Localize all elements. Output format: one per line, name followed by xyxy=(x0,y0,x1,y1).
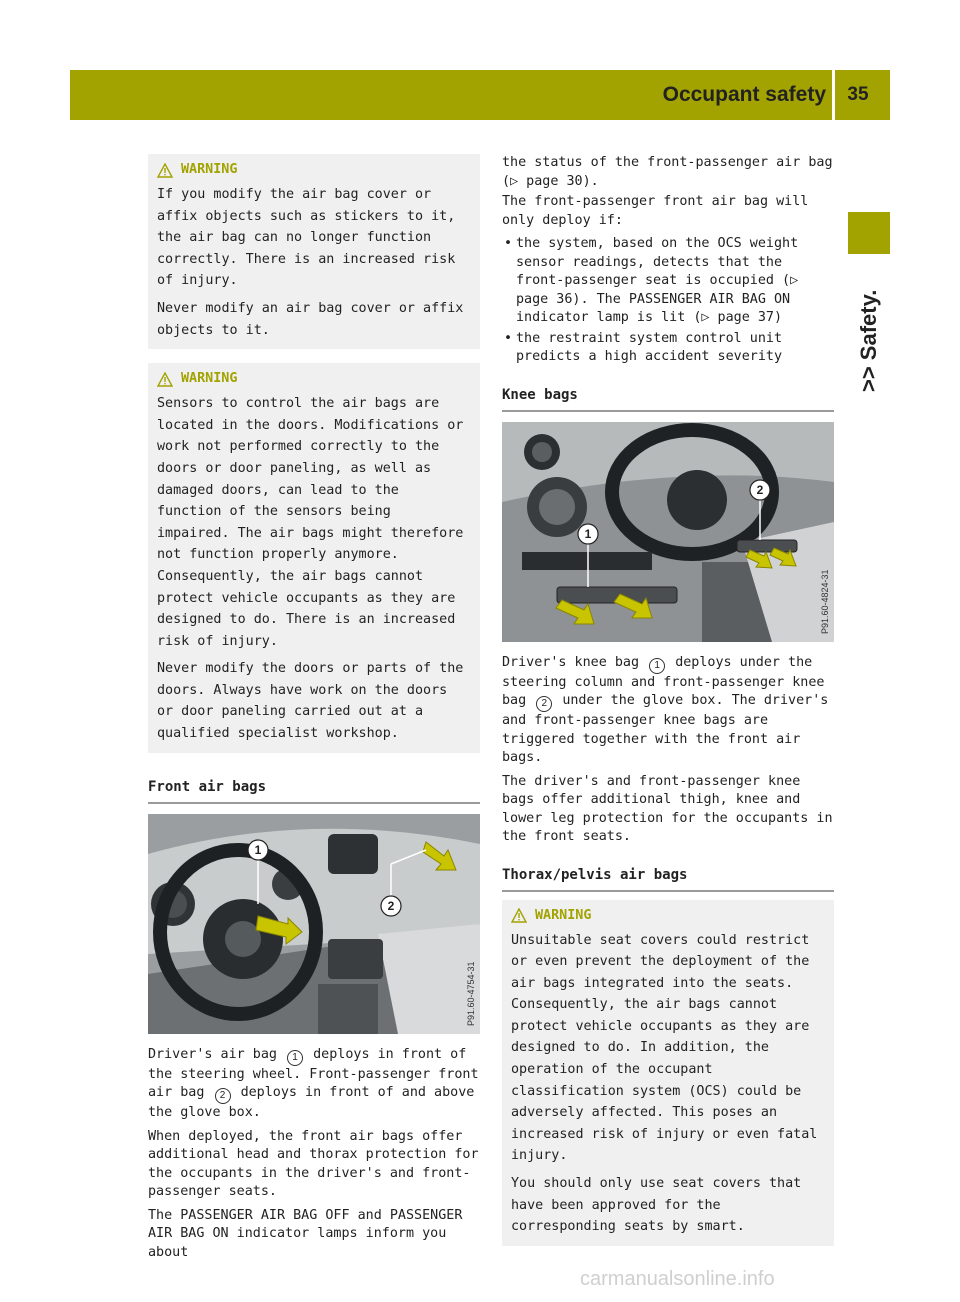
paragraph: The front-passenger front air bag will only deploy if: xyxy=(502,194,809,228)
dashboard-illustration xyxy=(148,814,480,1034)
figure-callout: 1 xyxy=(254,842,262,857)
figure-callout: 2 xyxy=(387,898,395,913)
warning-text: Unsuitable seat covers could restrict or even prevent the deployment of the air bags integrated into the seats. Consequently, the air bags cannot protect vehicle occupants as they are designed to do. In addition, the operation of the occupant classification system (OCS) could be adversely affected. This poses an increased risk of injury or even fatal injury. xyxy=(511,932,818,1164)
warning-text: If you modify the air bag cover or affix objects such as stickers to it, the air bag can no longer function correctly. There is an increased risk of injury. xyxy=(157,187,456,289)
paragraph: The driver's and front-passenger knee bags offer additional thigh, knee and lower leg protection for the occupants in the front seats. xyxy=(502,773,833,844)
warning-triangle-icon xyxy=(511,908,527,923)
left-column xyxy=(148,154,480,1267)
front-airbags-figure xyxy=(148,814,480,1034)
list-item: • the restraint system control unit predicts a high accident severity xyxy=(502,330,834,367)
knee-bags-figure xyxy=(502,422,834,642)
paragraph: The PASSENGER AIR BAG OFF and PASSENGER AIR BAG ON indicator lamps inform you about xyxy=(148,1207,463,1260)
warning-heading: WARNING xyxy=(157,160,471,180)
front-airbags-text xyxy=(148,1046,480,1263)
figure-callout: 1 xyxy=(584,526,592,541)
page-number: 35 xyxy=(847,84,869,105)
callout-2: 2 xyxy=(536,696,552,712)
right-intro-text xyxy=(502,154,834,367)
condition-list xyxy=(502,235,834,367)
warning-box-airbag-cover xyxy=(148,154,480,349)
section-heading-front-air-bags: Front air bags xyxy=(148,777,480,804)
figure-code: P91.60-4824-31 xyxy=(820,568,830,634)
warning-box-door-sensors xyxy=(148,363,480,753)
header-divider xyxy=(832,70,835,120)
paragraph: Driver's air bag 1 deploys in front of the steering wheel. Front-passenger front air bag 2 deploys in front of and above the glove box. xyxy=(148,1046,479,1121)
warning-heading: WARNING xyxy=(511,906,825,926)
warning-text: Never modify an air bag cover or affix objects to it. xyxy=(157,300,464,338)
warning-box-seat-covers xyxy=(502,900,834,1246)
knee-bag-illustration xyxy=(502,422,834,642)
warning-triangle-icon xyxy=(157,163,173,178)
paragraph: When deployed, the front air bags offer additional head and thorax protection for the occupants in the driver's and front-passenger seats. xyxy=(148,1128,479,1200)
paragraph: the status of the front-passenger air bag (▷ page 30). xyxy=(502,155,833,189)
warning-text: You should only use seat covers that have been approved for the corresponding seats by smart. xyxy=(511,1176,802,1235)
warning-triangle-icon xyxy=(157,372,173,387)
page-title: Occupant safety xyxy=(662,83,826,106)
callout-1: 1 xyxy=(287,1050,303,1066)
section-heading-thorax-pelvis: Thorax/pelvis air bags xyxy=(502,865,834,892)
list-item: • the system, based on the OCS weight sensor readings, detects that the front-passenger seat is occupied (▷ page 36). The PASSENGER AIR BAG ON indicator lamp is lit (▷ page 37) xyxy=(502,235,834,328)
side-tab-label: >> Safety. xyxy=(856,289,881,392)
paragraph: Driver's knee bag 1 deploys under the steering column and front-passenger knee bag 2 under the glove box. The driver's and front-passenger knee bags are triggered together with the front air bags. xyxy=(502,654,829,765)
knee-bags-text xyxy=(502,654,834,847)
figure-code: P91.60-4754-31 xyxy=(466,961,476,1026)
callout-2: 2 xyxy=(215,1088,231,1104)
side-tab-marker xyxy=(848,212,890,254)
callout-1: 1 xyxy=(649,658,665,674)
warning-heading: WARNING xyxy=(157,369,471,389)
watermark: carmanualsonline.info xyxy=(580,1268,775,1290)
warning-text: Never modify the doors or parts of the doors. Always have work on the doors or door paneling carried out at a qualified specialist workshop. xyxy=(157,661,464,742)
section-heading-knee-bags: Knee bags xyxy=(502,385,834,412)
figure-callout: 2 xyxy=(756,482,764,497)
right-column xyxy=(502,154,834,1246)
warning-text: Sensors to control the air bags are located in the doors. Modifications or work not performed correctly to the doors or door paneling, as well as damaged doors, can lead to the function of the sensors being impaired. The air bags might therefore not function properly anymore. Consequently, the air bags cannot protect vehicle occupants as they are designed to do. There is an increased risk of injury. xyxy=(157,396,464,649)
